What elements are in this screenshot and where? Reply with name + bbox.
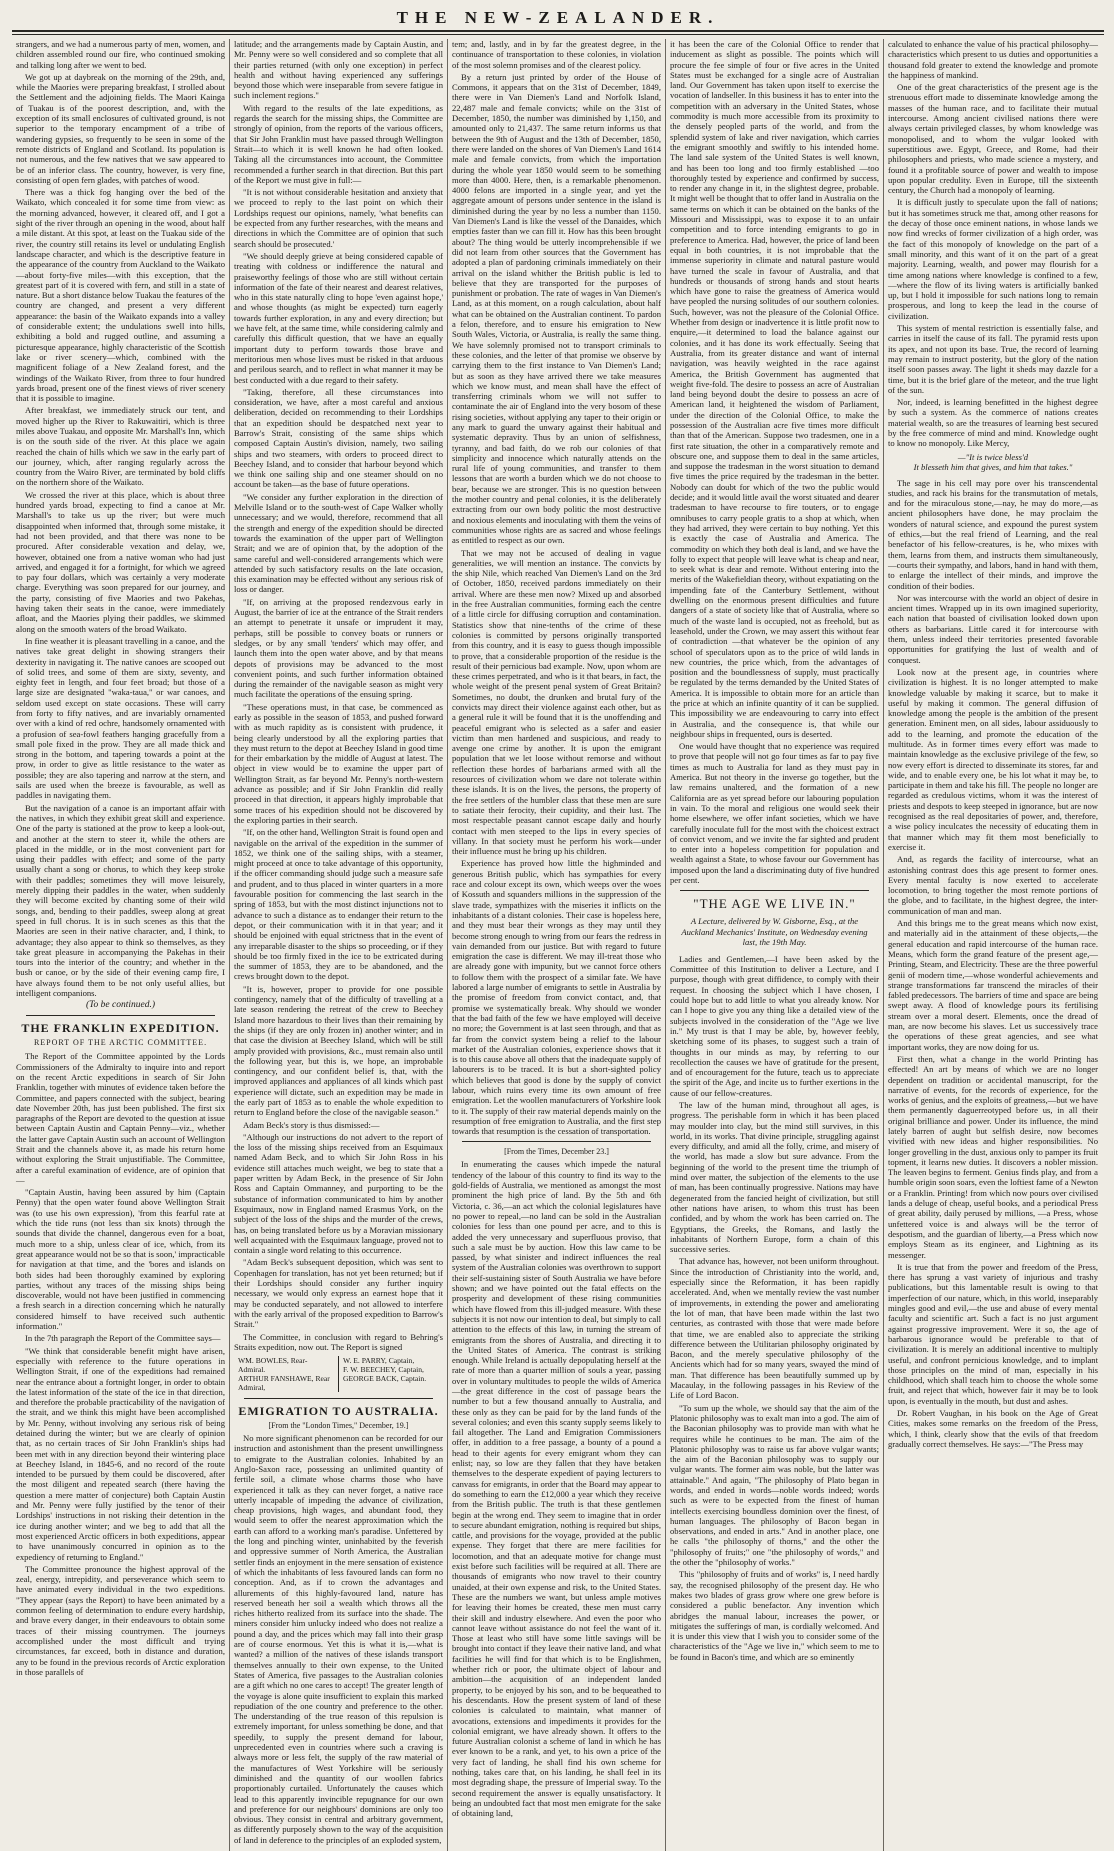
paragraph: Adam Beck's story is thus dismissed:—: [243, 1119, 380, 1130]
lecture-article-continued: [888, 39, 1098, 449]
paragraph: The sage in his cell may pore over his transcendental studies, and rack his brains for the transmutation of metals, and for the miraculous stone,—nay, he may do more,—as ancient philosophers have done, he may proclaim the wonders of natural science, and expound the purest system of ethics,—but the real friend of Learning, and the real benefactor of his fellow-creatures, is he, who mixes with them, learns from them, and instructs them simultaneously,—courts their sympathy, and labors, hand in hand with them, to enlarge the intellect of their minds, and improve the condition of their bodies.: [888, 477, 1098, 591]
paragraph: We got up at daybreak on the morning of the 29th, and, while the Maories were preparing breakfast, I strolled about the Settlement and the adjoining fields. The Maori Kainga of Tuakau is of the poorest description, and, with the exception of its small enclosures of cultivated ground, is not superior to the temporary encampment of a tribe of wandering gypsies, so frequently to be seen in some of the remote districts of England and Scotland. Its population is not numerous, and the few natives that we saw appeared to be of an inferior class. The country, however, is very fine, consisting of open fern glades, with patches of wood.: [16, 71, 225, 185]
paragraph: The Report of the Committee appointed by the Lords Commissioners of the Admiralty to inquire into and report on the recent Arctic expeditions in search of Sir John Franklin, together with minutes of evidence taken before the Committee, and papers connected with the subject, bearing date November 20th, has just been published. The first six paragraphs of the Report are devoted to the question at issue between Captain Austin and Captain Penny—viz., whether the latter gave Captain Austin such an account of Wellington Strait and the channels above it, as made his return home without exploring the Strait unjustifiable. The Committee, after a careful examination of evidence, are of opinion that—: [16, 1051, 225, 1185]
paragraph: "Although our instructions do not advert to the report of the loss of the missing ships received from an Esquimaux named Adam Beck, and to which Sir John Ross in his evidence still attaches much weight, we beg to state that a paper written by Adam Beck, in the presence of Sir John Ross and Captain Ommanney, and purporting to be the substance of information communicated to him by another Esquimaux, now in England named Erasmus York, on the subject of the loss of the ships and the murder of the crews, has, on being translated before us by a Moravian missionary well acquainted with the Esquimaux language, proved not to contain a single word relating to this occurrence.: [234, 1131, 443, 1256]
paragraph: "Taking, therefore, all these circumstances into consideration, we have, after a most careful and anxious deliberation, decided on recommending to their Lordships that an expedition should be despatched next year to Barrow's Strait, consisting of the same ships which composed Captain Austin's division, namely, two sailing ships and two steamers, with orders to proceed direct to Beechey Island, and to consider that harbour beyond which we think one sailing ship and one steamer should on no account be taken—as the base of future operations.: [234, 386, 443, 490]
paragraph: No more significant phenomenon can be recorded for our instruction and astonishment than the present unwillingness to emigrate to the Australian colonies. Inhabited by an Anglo-Saxon race, possessing an unlimited quantity of fertile soil, a climate whose charms those who have experienced it talk as they can never forget, a native race utterly incapable of impeding the advance of civilization, cheap provisions, high wages, and abundant food, they would seem to offer the nearest approximation which the earth can afford to a working man's paradise. Unfettered by the long and pinching winter, uninhabited by the feverish and oppressive summer of North America, the Australian settler finds an enjoyment in the mere sensation of existence of which the inhabitants of less favoured lands can form no conception. And, as if to crown the advantages and allurements of this highly-favoured land, nature has reserved beneath her soil a wealth which throws all the riches hitherto realized from its surface into the shade. The miners consider him unlucky indeed who does not realize a pound a day, and the prices which may fall into their grasp are of course enormous. Yet this is what it is,—what is wanted? a million of the natives of these islands transport themselves annually to their own expense, to the United States of America, five passages to the Australian colonies are a gift which no one cares to accept! The greater length of the voyage is alone quite insufficient to explain this marked repudiation of the one country and preference to the other. The understanding of the true reason of this repulsion is extremely important, for unless something be done, and that speedily, to supply the present demand for labour, unprecedented even in countries where such a craving is always more or less felt, the supply of the raw material of the manufactures of West Yorkshire will be seriously diminished and the quantity of our woollen fabrics proportionably curtailed. Unfortunately the causes which lead to this apparently invincible repugnance for our own and preference for our neighbours' dominions are only too obvious. They consist in central and arbitrary government, as differently purposely shown to the way of the acquisition of land in deference to the principles of an exploded system,: [234, 1433, 443, 1845]
paragraph: "If, on the other hand, Wellington Strait is found open and navigable on the arrival of the expedition in the summer of 1852, we think one of the sailing ships, with a steamer, might proceed at once to take advantage of this opportunity, if the officer commanding should judge such a measure safe and prudent, and to thus placed in winter quarters in a more favourable position for commencing the last search in the spring of 1853, but with the most distinct injunctions not to advance to such a distance as to endanger their return to the depot, or their communication with it in that year; and it should be enjoined with equal strictness that in the event of any irreparable disaster to the ships so proceeding, or if they should be too firmly fixed in the ice to be extricated during the summer of 1853, they are to be abandoned, and the crews brought down to the depot.: [234, 827, 443, 982]
report-signatures: [234, 1356, 443, 1392]
paragraph: One of the great characteristics of the present age is the strenuous effort made to disseminate knowledge among the masses of the human race, and to facilitate their mutual intercourse. Among ancient civilised nations there were always certain privileged classes, by whom knowledge was monopolised, and to whom the vulgar looked with superstitious awe. Egypt, Greece, and Rome, had their philosophers and priests, who made science a mystery, and found it a profitable source of power and wealth to impose upon popular credulity. Even in Europe, till the sixteenth century, the Church had a monopoly of learning.: [888, 82, 1098, 196]
lecture-title: "THE AGE WE LIVE IN.": [693, 896, 856, 912]
emigration-article: [234, 1433, 443, 1845]
paragraph: "We think that considerable benefit might have arisen, especially with reference to the future operations in Wellington Strait, if one of the expeditions had remained near the entrance about a fortnight longer, in order to obtain the latest information of the state of the ice in that direction, and therefore the probable practicability of the navigation of the strait, and we think this might have been accomplished by Mr. Penny, without involving any serious risk of being detained during the winter; but we are clearly of opinion that, as no certain traces of Sir John Franklin's ships had been met with in any direction beyond their wintering place at Beechey Island, in 1845-6, and no record of the route intended to be pursued by them could be discovered, after the most diligent and repeated search (there having the question a mere matter of conjecture) both Captain Austin and Mr. Penny were fully justified by the tenor of their Lordships' instructions in not risking their detention in the ice during another winter; and we beg to add that all the most experienced Arctic officers in both expeditions, appear to have unanimously concurred in opinion as to the expediency of returning to England.": [16, 1345, 225, 1562]
paragraph: Nor was intercourse with the world an object of desire in ancient times. Wrapped up in its own imagined superiority, each nation that boasted of civilisation looked down upon others as barbarians. Little cared it for intercourse with them, unless indeed their territories presented favorable opportunities for gratifying the lust of wealth and of conquest.: [888, 592, 1098, 665]
emigration-source: [From the "London Times," December, 19.]: [268, 1421, 409, 1431]
franklin-subtitle: REPORT OF THE ARCTIC COMMITTEE.: [33, 1038, 208, 1048]
paragraph: it has been the care of the Colonial Office to render that inducement as slight as possible. The points which will procure the fee simple of four or five acres in the United States must be exchanged for a single acre of Australian land. Our Government has taken upon itself to exercise the vocation of landseller. In this business it has to enter into the competition with an adversary in the United States, whose commodity is much more accessible from its proximity to the densely peopled parts of the world, and from the splendid system of lake and river navigation, which carries the emigrant smoothly and swiftly to his intended home. The land sale system of the United States is well known, and has been too long and too firmly established —too thoroughly tested by experience and confirmed by success, to render any change in it, in the slightest degree, probable. It might well be thought that to offer land in Australia on the same terms on which it can be obtained on the banks of the Missouri and Mississippi, was to expose it to an unfair competition and to force intending emigrants to go in preference to America. Had, however, the price of land been equal in both countries, it is not improbable that the immense superiority in climate and natural pasture would have turned the scale in favour of Australia, and that hundreds or thousands of strong hands and stout hearts which have gone to raise the greatness of America would have peopled the nursing solitudes of our southern colonies. Such, however, was not the pleasure of the Colonial Office. Whether from design or inadvertence it is little profit now to enquire,—it determined to load the balance against our colonies, and it has done its work effectually. Seeing that Australia, from its greater distance and want of internal navigation, was heavily weighted in the race against America, the British Government has augmented that weight five-fold. The desire to possess an acre of Australian land being beyond doubt the desire to possess an acre of American land, it heightened the wisdom of Parliament, under the direction of the Colonial Office, to make the possession of the Australian acre five times more difficult than that of the American. Suppose two tradesmen, one in a first rate situation, the other in a comparatively remote and obscure one, and suppose them to deal in the same articles, and suppose the tradesman in the worst situation to demand five times the price required by the tradesman in the better. Nobody can doubt for which of the two the public would decide; and it would little avail the worst situated and dearer tradesman to have recourse to fire touters, or to engage omnibuses to carry people gratis to a shop at which, when they had arrived, they were certain to buy nothing. Yet this is exactly the case of Australia and America. The commodity on which they both deal is land, and we have the folly to expect that people will leave what is cheap and near, to seek what is dear and remote. Without entering into the merits of the Wakefieldian theory, without expatiating on the impending fate of the Canterbury Settlement, without dwelling on the enormous present difficulties and future dangers of a state of society like that of Australia, where so much of the waste land is occupied, not as freehold, but as leasehold, under the Crown, we may assert this without fear of contradiction —that whatever be the opinion of any school of speculators upon as to the price of wild lands in new countries, the price which, from the advantages of position and the boundlessness of supply, must practically be regulated by the terms demanded by the United States of America. It is impossible to obtain more for an article than the price at which an infinite quantity of it can be supplied. This impossibility we are endeavouring to carry into effect in Australia, and the consequence is, that while our neighbour ships in frequented, ours is deserted.: [670, 39, 879, 739]
paragraph: And, as regards the facility of intercourse, what an astonishing contrast does this age present to former ones. Every mental faculty is now exerted to accelerate locomotion, to bring together the most remote portions of the globe, and to facilitate, in the highest degree, the inter-communication of man and man.: [888, 854, 1098, 916]
franklin-title: THE FRANKLIN EXPEDITION.: [21, 1021, 220, 1036]
times-article-continued: [670, 39, 879, 885]
paragraph: That we may not be accused of dealing in vague generalities, we will mention an instance. The convicts by the ship Nile, which reached Van Diemen's Land on the 3rd of October, 1850, received pardons immediately on their arrival. Where are these men now? Mixed up and absorbed in the free Australian communities, forming each the centre of a little circle for diffusing corruption and contamination. Statistics show that nine-tenths of the crime of these colonies is committed by persons originally transported from this country, and it is easy to guess though impossible to prove, that a considerable proportion of the residue is the result of their pernicious bad example. Now, upon whom are these crimes perpetrated, and who is it that bears, in fact, the whole weight of the present penal system of Great Britain? Sometimes, no doubt, the drunken and brutal fury of the convicts may direct their violence against each other, but as a general rule it will be found that it is the unoffending and peaceful emigrant who is selected as a safer and easier victim than men hardened and suspicious, and ready to avenge one crime by another. It is upon the emigrant population that we let loose without remorse and without reflection these hordes of barbarians armed with all the resources of civilization whom we dare not tolerate within these islands. It is on the lives, the persons, the property of the free settlers of the humbler class that these men are sure to satiate their ferocity, their cupidity, and their lust. The most respectable peasant cannot escape daily and hourly contact with men steeped to the lips in every species of villany. In that society must he perform his work—under their influence must he bring up his children.: [452, 547, 661, 857]
paragraph: And this brings me to the great means which now exist, and materially aid in the attainment of these objects,—the general education and rapid intercourse of the human race. Means, which form the grand feature of the present age,—Printing, Steam, and Electricity. These are the three powerful genii of modern time,—whose wonderful achievements and strange transformations far transcend the miracles of their fabled predecessors. The barriers of time and space are being swept away. A flood of knowledge pours its fertilising stream over a moral desert. Elements, once the dread of man, are now become his slaves. Let us successively trace the operations of these great agencies, and see what important works, they are now doing for us.: [888, 918, 1098, 1052]
to-be-continued: (To be continued.): [85, 1000, 156, 1011]
paragraph: After breakfast, we immediately struck our tent, and moved higher up the River to Rakuwaitiri, which is three miles above Tuakau, and opposite Mr. Marshall's Inn, which is on the south side of the river. At this place we again reached the chain of hills which we saw in the early part of our journey, which, after ranging regularly across the country from the Wairo River, are terminated by bold cliffs on the northern shore of the Waikato.: [16, 405, 225, 488]
mercy-quote: —"It is twice bless'd It blesseth him that gives, and him that takes.": [913, 451, 1073, 473]
lecture-byline: A Lecture, delivered by W. Gisborne, Esq., at the Auckland Mechanics' Institute, on Wednesday evening last, the 19th May.: [681, 916, 868, 948]
columns: [12, 39, 1104, 1851]
paragraph: With regard to the results of the late expeditions, as regards the search for the missing ships, the Committee are strongly of opinion, from the reports of the various officers, that Sir John Franklin must have passed through Wellington Strait—to which it is well known he had often looked. Taking all the circumstances into account, the Committee recommended a further search in that direction. But this part of the Report we must give in full:—: [234, 102, 443, 185]
paragraph: This system of mental restriction is essentially false, and carries in itself the cause of its fall. The pyramid rests upon its apex, and not upon its base. True, the record of learning may remain to instruct posterity, but the glory of the nation itself soon passes away. The light it sheds may dazzle for a time, but it is the brief glare of the meteor, and the true light of the sun.: [888, 323, 1098, 395]
paragraph: In the 7th paragraph the Report of the Committee says—: [25, 1333, 221, 1344]
paragraph: "These operations must, in that case, be commenced as early as possible in the season of 1853, and pushed forward with as much rapidity as is consistent with prudence, it being clearly understood by all the exploring parties that they must return to the depot at Beechey Island in good time for their embarkation by the middle of August at latest. The object in view would be to examine the upper part of Wellington Strait, as far beyond Mr. Penny's north-western advance as possible; and if Sir John Franklin did really proceed in that direction, it appears highly improbable that some traces of his expedition should not be discovered by the exploring parties in their search.: [234, 701, 443, 825]
signatures-left: [234, 1356, 339, 1392]
maori-journey-article: [16, 39, 225, 998]
paragraph: "If, on arriving at the proposed rendezvous early in August, the barrier of ice at the entrance of the Strait renders an attempt to penetrate it unsafe or imprudent it may, perhaps, still be possible to convey boats or runners or sledges, or by any small 'tenders' which may offer, and launch them into the open water above, and by that means depots of provisions may be advanced to the most convenient points, and such further information obtained during the remainder of the navigable season as might very much facilitate the operations of the ensuing spring.: [234, 596, 443, 700]
paragraph: Experience has proved how little the highminded and generous British public, which has sympathies for every race and colour except its own, which weeps over the woes of Kossuth and squanders millions in the suppression of the slave trade, sympathizes with the miseries it inflicts on the inhabitants of a distant colonies. Their case is hopeless here, and they must bear their wrongs as they may until they become strong enough to wring from our fears the redress in vain demanded from our justice. But with regard to future emigration the case is different. We may ill-treat those who are already gone with impunity, but we cannot force others to follow them with the prospect of a similar fate. We have labored a large number of emigrants to settle in Australia by the promise of freedom from convict contact, and, that promise we systematically break. Why should we wonder that the bad faith of the few we have employed will deceive no more; the Government is at last seen through, and that as far from the convict system being a relief to the labour market of the Australian colonies, experience shows that it is to this cause above all others that the inadequate supply of labourers is to be traced. It is but a short-sighted policy which believes that good is done by the supply of convict labour, which ruins every time its own amount of free emigration. Let the woollen manufacturers of Yorkshire look to it. The supply of their raw material depends mainly on the resumption of free emigration to Australia, and the first step towards that resumption is the cessation of transportation.: [452, 858, 661, 1137]
signature-line: GEORGE BACK, Captain.: [343, 1374, 427, 1384]
paragraph: "To sum up the whole, we should say that the aim of the Platonic philosophy was to exalt man into a god. The aim of the Baconian philosophy was to provide man with what he requires while he continues to be man. The aim of the Platonic philosophy was to raise us far above vulgar wants; the aim of the Baconian philosophy was to supply our vulgar wants. The former aim was noble, but the latter was attainable." And again, "The philosophy of Plato began in words, and ended in words—noble words indeed; words such as were to be expected from the finest of human intellects exercising boundless dominion over the finest, of human languages. The philosophy of Bacon began in observations, and ended in arts." And in another place, one he calls "the philosophy of thorns," and the other the "philosophy of fruits;" one "the philosophy of words," and the other the "philosophy of works.": [670, 1402, 879, 1568]
paragraph: In enumerating the causes which impede the natural tendency of the labour of this country to find its way to the gold-fields of Australia, we mentioned as amongst the most prominent the high price of land. By the 5th and 6th Victoria, c. 36,—an act which the colonial legislatures have no power to repeal,—no land can be sold in the Australian colonies for less than one pound per acre, and to this is added the very unnecessary and superfluous proviso, that such a sale must be by auction. How this law came to be passed, by what sinister and indirect influences the real system of the Australian colonies was overthrown to support their self-sustaining sister of South Australia we have before shown; and we have pointed out the fatal effects on the prosperity and development of these rising communities which have flowed from this ill-judged measure. With these subjects it is not now our intention to deal, but simply to call attention to the effects of this law, in turning the stream of emigrants from the shores of Australia, and directing it to the United States of America. The contrast is striking enough. While Ireland is actually depopulating herself at the rate of more than a quarter million of souls a year, passing over in voluntary multitudes to people the wilds of America—the great difference in the cost of passage bears the number to but a few thousand annually to Australia, and these only as they can be paid for by the land funds of the several colonies; and even this scanty supply seems likely to fail altogether. The Land and Emigration Commissioners offer, in addition to a free passage, a bounty of a pound a head to their agents for every emigrant whom they can enlist; nay, so low are they fallen that they have betaken themselves to the desperate expedient of paying lecturers to canvass for emigrants, in order that the Board may appear to do something to earn the £12,000 a year which they receive from the British public. The truth is that these gentlemen begin at the wrong end. They seem to imagine that in order to secure abundant emigration, nothing is required but ships, cattle, and provisions for the voyage, provided at the public expense. They forget that there are mere facilities for locomotion, and that an adequate motive for change must exist before such facilities will be required at all. There are thousands of emigrants who now travel to their country unaided, at their own expense and risk, to the United States. These are the numbers we want, but unless ample motives for leaving their homes be created, these men must carry their skill and industry elsewhere. And even the poor who cannot leave without assistance do not feel the want of it. Those at least who still have some little savings will be brought into contact if they leave their native land, and what facilities he will find for that which is to be Englishmen, whether rich or poor, the ultimate object of labour and ambition—the acquisition of an independent landed property, to be enjoyed by his son, and to be bequeathed to his descendants. How the present system of land of these colonies is calculated to maintain, what manner of avocations, extensions and impediments it provides for the colonial emigrant, we have already shown. It offers to the future Australian colonist a scheme of land in which he has ever known to be a rank, and yet, to his own a price of the very fact of landing, he shall find his own scheme for nothing, takes care that, on his landing, he shall feel in its most degrading shape, the pressure of Imperial sway. To the second requirement the answer is equally unsatisfactory. It being an undoubted fact that most men emigrate for the sake of obtaining land,: [452, 1159, 661, 1819]
paragraph: By a return just printed by order of the House of Commons, it appears that on the 31st of December, 1849, there were in Van Diemen's Land and Norfolk Island, 22,487 male and female convicts; while on the 31st of December, 1850, the number was diminished by 1,150, and amounted only to 21,437. The same return informs us that between the 9th of August and the 13th of December, 1850, there were landed on the shores of Van Diemen's Land 1614 male and female convicts, from which the importation during the whole year 1850 would seem to be something more than 4000. Here, then, is a remarkable phenomenon. 4000 felons are imported in a single year, and yet the aggregate amount of persons under sentence in the island is diminished during the year by no less a number than 1150. Van Diemen's Land is like the vessel of the Danaides, which empties faster than we can fill it. How has this been brought about? The thing would be utterly incomprehensible if we did not learn from other sources that the Government has adopted a plan of pardoning criminals immediately on their arrival on the island whither the British public is led to believe that they are transported for the purposes of punishment or probation. The rate of wages in Van Diemen's Land, as at this moment, on a rough calculation, about half what can be obtained on the Australian continent. To pardon a felon, therefore, and to ensure his emigration to New South Wales, Victoria, or Australia, is really the same thing. We have solemnly promised not to transport criminals to these colonies, and the letter of that promise we observe by carrying them to the first instance to Van Diemen's Land; but as soon as they have arrived there we take measures which we know must, and mean shall have the effect of transferring criminals whom we will not suffer to contaminate the air of England into the very bosom of these rising societies, without applying any taper to their origin or any mark to guard the unwary against their habitual and systematic depravity. Thus by an union of selfishness, tyranny, and bad faith, do we rob our colonies of that simplicity and innocence which naturally attends on the rural life of young communities, and transfer to them lessons that are worth a burden which we do not choose to bear, because we are stronger. This is no question between the mother country and penal colonies, it is the deliberately extracting from our own body politic the most destructive and noxious elements and inoculating with them the veins of communities whose rights are as sacred and whose feelings as entitled to respect as our own.: [452, 71, 661, 546]
paragraph: "We should deeply grieve at being considered capable of treating with coldness or indifference the natural and praiseworthy feelings of those who are still without certain information of the fate of their nearest and dearest relatives, who in this state naturally cling to hope 'even against hope,' and whose thoughts (as might be expected) turn eagerly towards further exploration, in any and every direction; but we have felt, at the same time, while considering calmly and carefully this difficult question, that we have an equally important duty to perform towards those brave and meritorious men whose lives must be risked in that arduous and perilous search, and to reflect in what manner it may be best conducted with a due regard to their safety.: [234, 250, 443, 385]
masthead-rule-thin: [12, 34, 1104, 35]
article-divider: [680, 890, 869, 891]
column-3: [448, 39, 666, 1851]
paragraph: The Committee pronounce the highest approval of the zeal, energy, intrepidity, and perseverance which seem to have animated every individual in the two expeditions. "They appear (says the Report) to have been animated by a common feeling of determination to endure every hardship, and brave every danger, in their endeavours to obtain some traces of their missing countrymen. The journeys accomplished under the most difficult and trying circumstances, far exceed, both in distance and duration, any to be found in the previous records of Arctic exploration in those parallels of: [16, 1563, 225, 1677]
paragraph: The Committee, in conclusion with regard to Behring's Straits expedition, now out. The Report is signed: [234, 1331, 443, 1352]
paragraph: Look now at the present age, in countries where civilization is highest. It is no longer attempted to make knowledge valuable by making it scarce, but to make it useful by making it common. The general diffusion of knowledge among the people is the ambition of the present generation. Eminent men, on all sides, labour assiduously to add to the learning, and promote the education of the multitude. As in former times every effort was made to maintain knowledge as the exclusive privilege of the few, so now every effort is directed to disseminate its stores, far and wide, and to enable every one, be his lot what it may be, to participate in them and take his fill. The people no longer are regarded as credulous victims, whom it was the interest of priests and despots to keep steeped in ignorance, but are now recognised as the real depositaries of power, and, therefore, a wise policy inculcates the necessity of educating them in that manner which may fit them most beneficially to exercise it.: [888, 666, 1098, 852]
paragraph: It is true that from the power and freedom of the Press, there has sprung a vast variety of injurious and trashy publications, but this lamentable result is owing to that imperfection of our nature, which, in this world, inseparably mingles good and evil,—the use and abuse of every mental faculty and scientific art. Such a fact is no just argument against progressive improvement. Were it so, the age of barbarous ignorance would be preferable to that of civilization. It is merely an additional incentive to multiply useful, and confront pernicious knowledge, and to implant those principles on the mind of man, especially in his childhood, which shall teach him to choose the whole some fruit, and reject that which, however fair it may be to look upon, is eventually in the mouth, but dust and ashes.: [888, 1261, 1098, 1406]
article-divider: [244, 1398, 433, 1399]
lecture-article-continued-2: [888, 478, 1098, 1450]
paragraph: That advance has, however, not been uniform throughout. Since the introduction of Christianity into the world, and, especially since the Reformation, it has been rapidly accelerated. And, when we mentally review the vast number of improvements, in extending the power and ameliorating the lot of man, that have been made within the last two centuries, as contrasted with those that were made before that time, we are enabled also to appreciate the striking difference between the Utilitarian philosophy originated by Bacon, and the merely speculative philosophy of the Ancients which had for so many years, swayed the mind of man. That difference has been beautifully summed up by Macaulay, in the following passages in his Review of the Life of Lord Bacon.: [670, 1256, 879, 1401]
signature-line: ARTHUR FANSHAWE, Rear Admiral,: [238, 1374, 330, 1393]
article-divider: [462, 1141, 651, 1142]
paragraph: "It is, however, proper to provide for one possible contingency, namely that of the difficulty of travelling at a late season rendering the retreat of the crew to Beechey Island more hazardous to their lives than their remaining by the ships (if they are only frozen in) another winter; and in that case the division at Beechey Island, which will be still amply provided with provisions, &c., must remain also until the following year, but this is, we hope, an improbable contingency, and our confident belief is, that, with the improved appliances and appliances of all kinds which past experience will dictate, such an expedition may be made in the early part of 1853 as to enable the whole expedition to return to England before the close of the navigable season.": [234, 983, 443, 1118]
paragraph: latitude; and the arrangements made by Captain Austin, and Mr. Penny were so well considered and so complete that all their parties returned (with only one exception) in perfect health and without having experienced any sufferings beyond those which were inseparable from severe fatigue in such inclement regions.": [234, 39, 443, 101]
franklin-article: [16, 1051, 225, 1677]
paragraph: Ladies and Gentlemen,—I have been asked by the Committee of this Institution to deliver a Lecture, and I purpose, though with great diffidence, to comply with their request. In choosing the subject which I have chosen, I could hope but to add little to what you already know. Nor can I hope to give you any thing like a detailed view of the subjects involved in the consideration of the "Age we live in." My trust is that I may be able, by, however feebly, sketching some of its phases, to suggest such a train of thoughts in our minds as may, by referring to our recollection the causes we have of gratitude for the present, and of encouragement for the future, teach us to appreciate the spirit of the Age, and incite us to further exertions in the cause of our fellow-creatures.: [670, 953, 879, 1098]
signature-line: F. W. BEECHEY, Captain,: [343, 1365, 424, 1375]
paragraph: calculated to enhance the value of his practical philosophy—characteristics which present to us duties and opportunities a thousand fold greater to extend the knowledge and promote the happiness of mankind.: [888, 39, 1098, 80]
emigration-article-continued: [452, 39, 661, 1136]
paragraph: It is difficult justly to speculate upon the fall of nations; but it has sometimes struck me that, among other reasons for the decay of those once eminent nations, in whose lands we now find wrecks of former civilization of a high order, was the fact of this monopoly of knowledge on the part of a small minority, and this want of it on the part of a great majority. Learning, wealth, and power may flourish for a time among nations where knowledge is confined to a few,—where the flow of its living waters is artificially banked up, but I hold it impossible for such nations long to remain prosperous, and long to keep the lead in the course of civilization.: [888, 197, 1098, 321]
column-1: [12, 39, 230, 1851]
masthead: THE NEW-ZEALANDER.: [396, 8, 720, 27]
column-4: [666, 39, 884, 1851]
paragraph: The law of the human mind, throughout all ages, is progress. The perishable form in which it has been placed may moulder into clay, but the mind still survives, in this world, in its works. That divine principle, struggling against every difficulty, and amid all the folly, crime, and misery of the world, has made a slow but sure advance. From the beginning of the world to the present time the triumph of mind over matter, the subjection of the elements to the use of man, has been continually progressive. Nations may have degenerated from the fancied height of civilization, but still other nations have arisen, to whom this trust has been confided, and by whom the work has been carried on. The Egyptians, the Greeks, the Romans, and lastly the inhabitants of Northern Europe, form a chain of this successive series.: [670, 1100, 879, 1255]
paragraph: In fine weather it is pleasant travelling in a canoe, and the natives take great delight in showing strangers their dexterity in navigating it. The native canoes are scooped out of solid trees, and some of them are sixty, seventy, and eighty feet in length, and four feet broad; but those of a large size are designated "waka-taua," or war canoes, and seldom used except on state occasions. These will carry from forty to fifty natives, and are invariably ornamented over with a kind of red ochre, handsomely ornamented with a profusion of sea-fowl feathers hanging gracefully from a small pole fixed in the prow. They are all made thick and strong in the bottom, and tapering towards a point at the prow, in order to give as little resistance to the water as possible; they are also tapering and narrow at the stern, and sails are used when the breeze is favourable, as well as paddles in navigating them.: [16, 635, 225, 801]
paragraph: One would have thought that no experience was required to prove that people will not go four times as far to pay five times as much to Australia for land as they must pay in America. But not theory in the inverse go together, but the law remains unaltered, and the formation of a new California are as yet spread before our labouring population in vain. To the moral and religious one would seek their home elsewhere, we offer infant societies, which we have carefully inoculate full for the most with the choicest extract of convict venom, and we invite the far sighted and prudent to enter into a hopeless competition for population and wealth against a State, to whose favour our Government has imposed upon the land a discriminating duty of five hundred per cent.: [670, 741, 879, 886]
paragraph: But the navigation of a canoe is an important affair with the natives, in which they exhibit great skill and experience. One of the party is stationed at the prow to keep a look-out, and another at the stern to steer it, while the others are placed in the middle, or in the most convenient part for using their paddles with effect; and some of the party usually chant a song or chorus, to which they keep stroke with their paddles; sometimes they will move leisurely, merely dipping their paddles in the water, when suddenly they will become excited by chanting some of their wild songs, and, bending to their paddles, sweep along at great speed in full chorus. It is in such scenes as this that the Maories are seen in their native character, and, I think, to advantage; they also appear to think so themselves, as they take great pleasure in accompanying the Pakehas in their tours into the interior of the country; and whether in the bush or canoe, or by the side of their evening camp fire, I have always found them to be not only useful allies, but intelligent companions.: [16, 802, 225, 999]
paragraph: strangers, and we had a numerous party of men, women, and children assembled round our fire, who continued smoking and talking long after we went to bed.: [16, 39, 225, 70]
paragraph: "We consider any further exploration in the direction of Melville Island or to the south-west of Cape Walker wholly unnecessary; and we would, therefore, recommend that all the strength and energy of the expedition should be directed towards the examination of the upper part of Wellington Strait; and we are of opinion that, by the adoption of the same careful and well-considered arrangements which were attended by such satisfactory results on the late occasion, this examination may be effected without any serious risk of loss or danger.: [234, 491, 443, 595]
article-divider: [26, 1015, 215, 1016]
times-source: [From the Times, December 23.]: [504, 1147, 609, 1157]
paragraph: First then, what a change in the world Printing has effected! An art by means of which we are no longer dependent on tradition or accidental manuscript, for the narrative of events, for the records of experience, for the works of genius, and the exploits of greatness,—but we have them permanently daguerreotyped before us, in all their original brilliance and power. Under its influence, the mind lately barren of aught but selfish desire, now becomes vivified with new ideas and higher responsibilities. No longer grovelling in the dust, anxious only to pamper its fruit topment, it learns new duties. It discovers a nobler mission. The leaven begins to ferment. Genius finds play, and from a humble origin soon soars, even the loftiest fame of a Newton or a Franklin. Printing! from which now pours over civilised lands a deluge of cheap, useful books, and a periodical Press of great ability, daily perused by millions, —a Press, whose unfettered voice is and always will be the terror of despotism, and the guardian of liberty,—a Press which now employs Steam as its engineer, and Lightning as its messenger.: [888, 1053, 1098, 1260]
times-article: [452, 1159, 661, 1818]
lecture-article: [670, 954, 879, 1662]
franklin-report-continued: [234, 39, 443, 1352]
signature-line: W. E. PARRY, Captain,: [343, 1356, 415, 1366]
emigration-title: EMIGRATION TO AUSTRALIA.: [238, 1404, 439, 1419]
column-2: [230, 39, 448, 1851]
paragraph: "Adam Beck's subsequent deposition, which was sent to Copenhagen for translation, has not yet been returned; but if their Lordships should consider any further inquiry necessary, we would only express an earnest hope that it may be conducted separately, and not allowed to interfere with the early arrival of the proposed expedition to Barrow's Strait.": [234, 1257, 443, 1330]
signatures-right: [339, 1356, 443, 1392]
paragraph: tem; and, lastly, and in by far the greatest degree, in the continuance of transportation to these colonies, in violation of the most solemn promises and of the clearest policy.: [452, 39, 661, 70]
paragraph: We crossed the river at this place, which is about three hundred yards broad, expecting to find a canoe at Mr. Marshall's to take us up the river; but were much disappointed when informed that, through some mistake, it had not been provided, and that there was none to be procured. After considerable vexation and delay, we, however, obtained one from a native woman who had just arrived, and engaged it for a fortnight, for which we agreed to pay four dollars, which was certainly a very moderate charge. Everything was soon prepared for our journey, and the party, consisting of five Maories and two Pakehas, having taken their seats in the canoe, were immediately afloat, and the Maories plying their paddles, we skimmed along on the smooth waters of the broad Waikato.: [16, 489, 225, 634]
paragraph: This "philosophy of fruits and of works" is, I need hardly say, the recognised philosophy of the present day. He who makes two blades of grass grow where one grew before is considered a public benefactor. Any invention which abridges the manual labour, increases the power, or mitigates the sufferings of man, is cordially welcomed. And it is under this view that I wish you to consider some of the characteristics of the "Age we live in," which seem to me to be found in Bacon's time, and which are so eminently: [670, 1569, 879, 1662]
column-5: [884, 39, 1102, 1851]
paragraph: "It is not without considerable hesitation and anxiety that we proceed to reply to the last point on which their Lordships request our opinions, namely, 'what benefits can be expected from any further researches, with the means and directions in which the Committee are of opinion that such search should be prosecuted.': [234, 187, 443, 249]
paragraph: "Captain Austin, having been assured by him (Captain Penny) that the open water found above Wellington Strait was (to use his own expression), 'from this fearful rate at which the tide runs (not less than six knots) through the sounds that divide the channel, dangerous even for a boat, much more to a ship, unless clear of ice, which, from its great appearance would not be so that is soon,' impracticable for navigation at that time, and the 'bores and islands on both sides had been thoroughly examined by exploring parties, without any traces of the missing ships being discoverable, would not have been justified in commencing a fresh search in a direction concerning which he naturally considered himself to have received such authentic information.": [16, 1187, 225, 1332]
paragraph: Nor, indeed, is learning benefitted in the highest degree by such a system. As the commerce of nations creates material wealth, so are the treasures of learning best secured by the free commerce of mind and mind. Knowledge ought to know no monopoly. Like Mercy,: [888, 397, 1098, 449]
paragraph: Dr. Robert Vaughan, in his book on the Age of Great Cities, makes some remarks on the freedom of the Press, which, I think, clearly show that the evils of that freedom gradually correct themselves. He says:—"The Press may: [888, 1408, 1098, 1449]
masthead-rule: [12, 30, 1104, 32]
paragraph: There was a thick fog hanging over the bed of the Waikato, which concealed it for some time from view: as the morning advanced, however, it cleared off, and I got a sight of the river through an opening in the wood, about half a mile distant. At this spot, at least on the Tuakau side of the river, the country still retains its level or undulating English landscape character, and which is the descriptive feature in the appearance of the country from Auckland to the Waikato—about forty-five miles—with this exception, that the greatest part of it is covered with fern, and still in a state of nature. But a short distance below Tuakau the features of the country are changed, and present a very different appearance: the basin of the Waikato expands into a valley of considerable extent; the undulations swell into hills, exhibiting a bold and rugged outline, and assuming a picturesque appearance, highly characteristic of the Scottish lake or river scenery—which, combined with the magnificent foliage of a New Zealand forest, and the windings of the Waikato River, from three to four hundred yards broad, present one of the finest views of river scenery that it is possible to imagine.: [16, 187, 225, 404]
signature-line: WM. BOWLES, Rear-Admiral.: [238, 1356, 308, 1375]
